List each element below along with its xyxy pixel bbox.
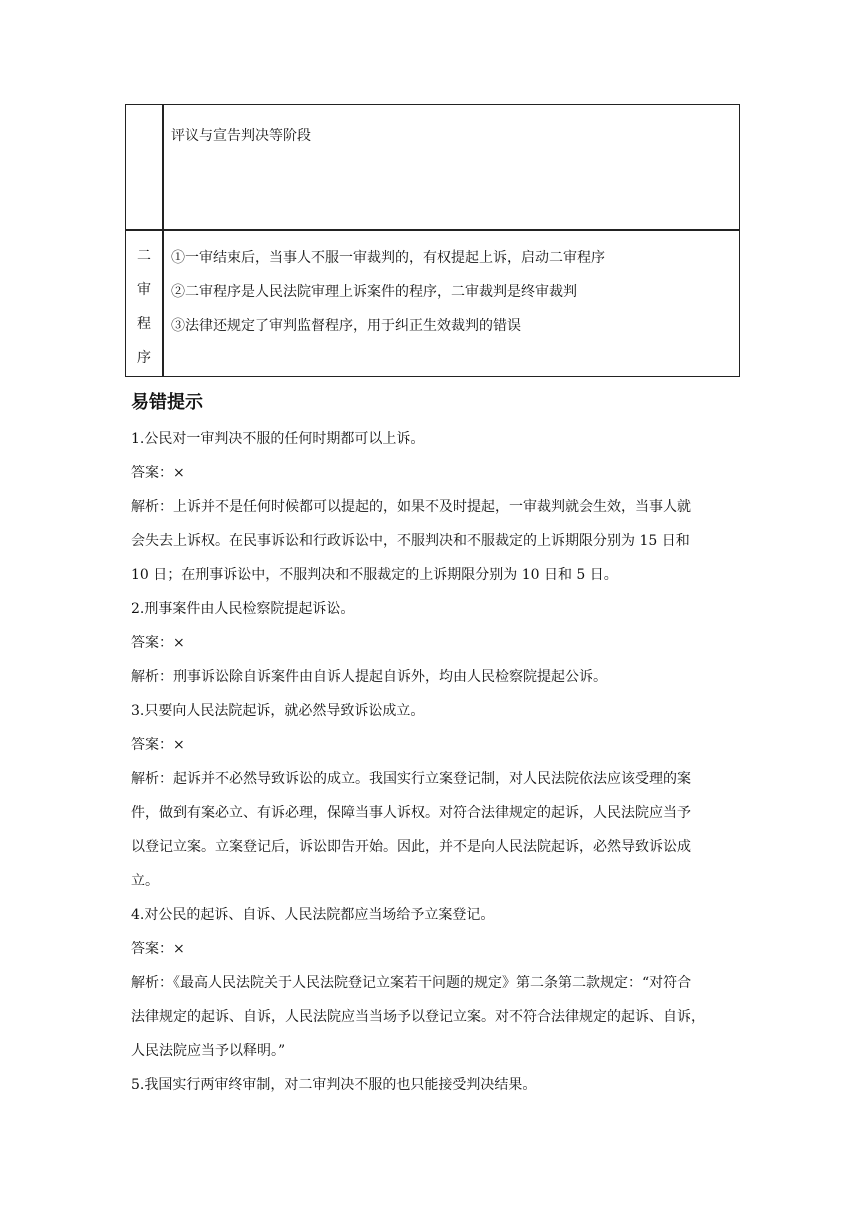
analysis-line: 解析：《最高人民法院关于人民法院登记立案若干问题的规定》第二条第二款规定：“对符合 — [131, 975, 692, 991]
analysis-line: 立。 — [131, 873, 159, 889]
label-char: 二 — [137, 248, 151, 264]
answer: 答案：× — [131, 737, 185, 753]
section-title: 易错提示 — [131, 392, 203, 413]
table-row — [126, 105, 739, 231]
analysis-line: 解析：上诉并不是任何时候都可以提起的，如果不及时提起，一审裁判就会生效，当事人就 — [131, 499, 691, 515]
question: 2.刑事案件由人民检察院提起诉讼。 — [131, 601, 355, 617]
question: 5.我国实行两审终审制，对二审判决不服的也只能接受判决结果。 — [131, 1077, 537, 1093]
question: 4.对公民的起诉、自诉、人民法院都应当场给予立案登记。 — [131, 907, 495, 923]
answer: 答案：× — [131, 465, 185, 481]
answer: 答案：× — [131, 941, 185, 957]
table-cell-content — [164, 105, 739, 229]
table-cell-label — [126, 105, 164, 229]
table-row — [126, 231, 739, 376]
analysis-line: 解析：起诉并不必然导致诉讼的成立。我国实行立案登记制，对人民法院依法应该受理的案 — [131, 771, 691, 787]
label-char: 程 — [137, 316, 151, 332]
table-text: 评议与宣告判决等阶段 — [171, 128, 311, 144]
error-tips-section — [131, 388, 741, 1102]
analysis-line: 人民法院应当予以释明。” — [131, 1043, 286, 1059]
table-cell-content — [164, 231, 739, 376]
summary-table — [125, 104, 740, 377]
analysis-line: 会失去上诉权。在民事诉讼和行政诉讼中，不服判决和不服裁定的上诉期限分别为 15 日和 — [131, 533, 690, 549]
table-text: ①一审结束后，当事人不服一审裁判的，有权提起上诉，启动二审程序 — [171, 250, 605, 266]
table-text: ③法律还规定了审判监督程序，用于纠正生效裁判的错误 — [171, 318, 521, 334]
table-cell-label — [126, 231, 164, 376]
analysis-line: 解析：刑事诉讼除自诉案件由自诉人提起自诉外，均由人民检察院提起公诉。 — [131, 669, 607, 685]
label-char: 审 — [137, 282, 151, 298]
analysis-line: 法律规定的起诉、自诉，人民法院应当当场予以登记立案。对不符合法律规定的起诉、自诉， — [131, 1009, 705, 1025]
question: 3.只要向人民法院起诉，就必然导致诉讼成立。 — [131, 703, 425, 719]
table-text: ②二审程序是人民法院审理上诉案件的程序，二审裁判是终审裁判 — [171, 284, 577, 300]
answer: 答案：× — [131, 635, 185, 651]
analysis-line: 10 日；在刑事诉讼中，不服判决和不服裁定的上诉期限分别为 10 日和 5 日。 — [131, 567, 618, 583]
analysis-line: 件，做到有案必立、有诉必理，保障当事人诉权。对符合法律规定的起诉，人民法院应当予 — [131, 805, 691, 821]
analysis-line: 以登记立案。立案登记后，诉讼即告开始。因此，并不是向人民法院起诉，必然导致诉讼成 — [131, 839, 691, 855]
question: 1.公民对一审判决不服的任何时期都可以上诉。 — [131, 431, 425, 447]
label-char: 序 — [137, 350, 151, 366]
